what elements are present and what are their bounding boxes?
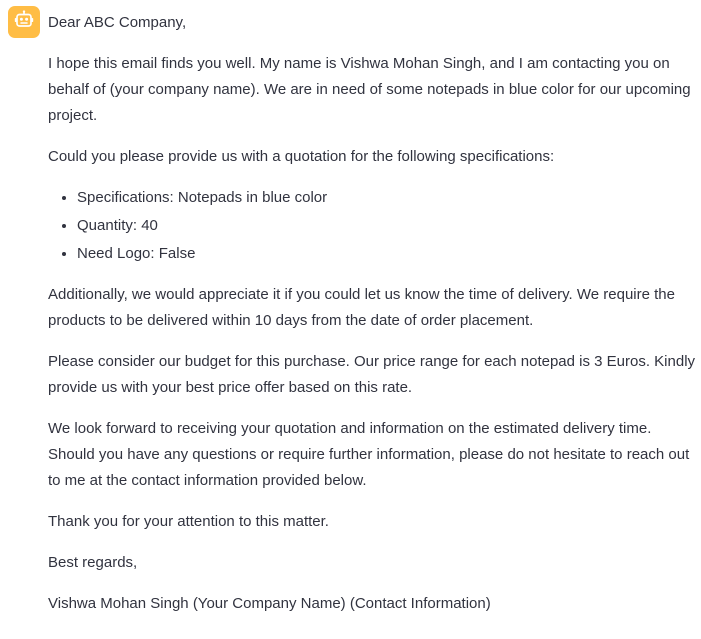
robot-icon [14,10,34,35]
email-delivery-paragraph: Additionally, we would appreciate it if you could let us know the time of delivery. We require the products to be delivered within 10 days from the date of order placement. [48,286,675,329]
email-closing-paragraph: We look forward to receiving your quotation and information on the estimated delivery time. Should you have any questions or require further information, please do not hesitate to reach out to me at the contact information provided below. [48,420,690,489]
email-intro-paragraph: I hope this email finds you well. My name is Vishwa Mohan Singh, and I am contacting you on behalf of (your company name). We are in need of some notepads in blue color for our upcoming project. [48,55,691,124]
list-item: • Quantity: 40 [77,213,696,239]
list-item: • Need Logo: False [77,241,696,267]
email-budget-paragraph: Please consider our budget for this purchase. Our price range for each notepad is 3 Euros. Kindly provide us with your best price offer based on this rate. [48,353,696,396]
specifications-list [48,185,696,267]
email-thanks: Thank you for your attention to this matter. [48,513,329,530]
message-content [48,10,696,632]
email-greeting: Dear ABC Company, [48,14,187,31]
list-item: • Specifications: Notepads in blue color [77,185,696,211]
email-sign-off: Best regards, [48,554,138,571]
email-signature: Vishwa Mohan Singh (Your Company Name) (Contact Information) [48,595,491,612]
assistant-avatar [8,6,40,38]
email-request-paragraph: Could you please provide us with a quotation for the following specifications: [48,148,555,165]
